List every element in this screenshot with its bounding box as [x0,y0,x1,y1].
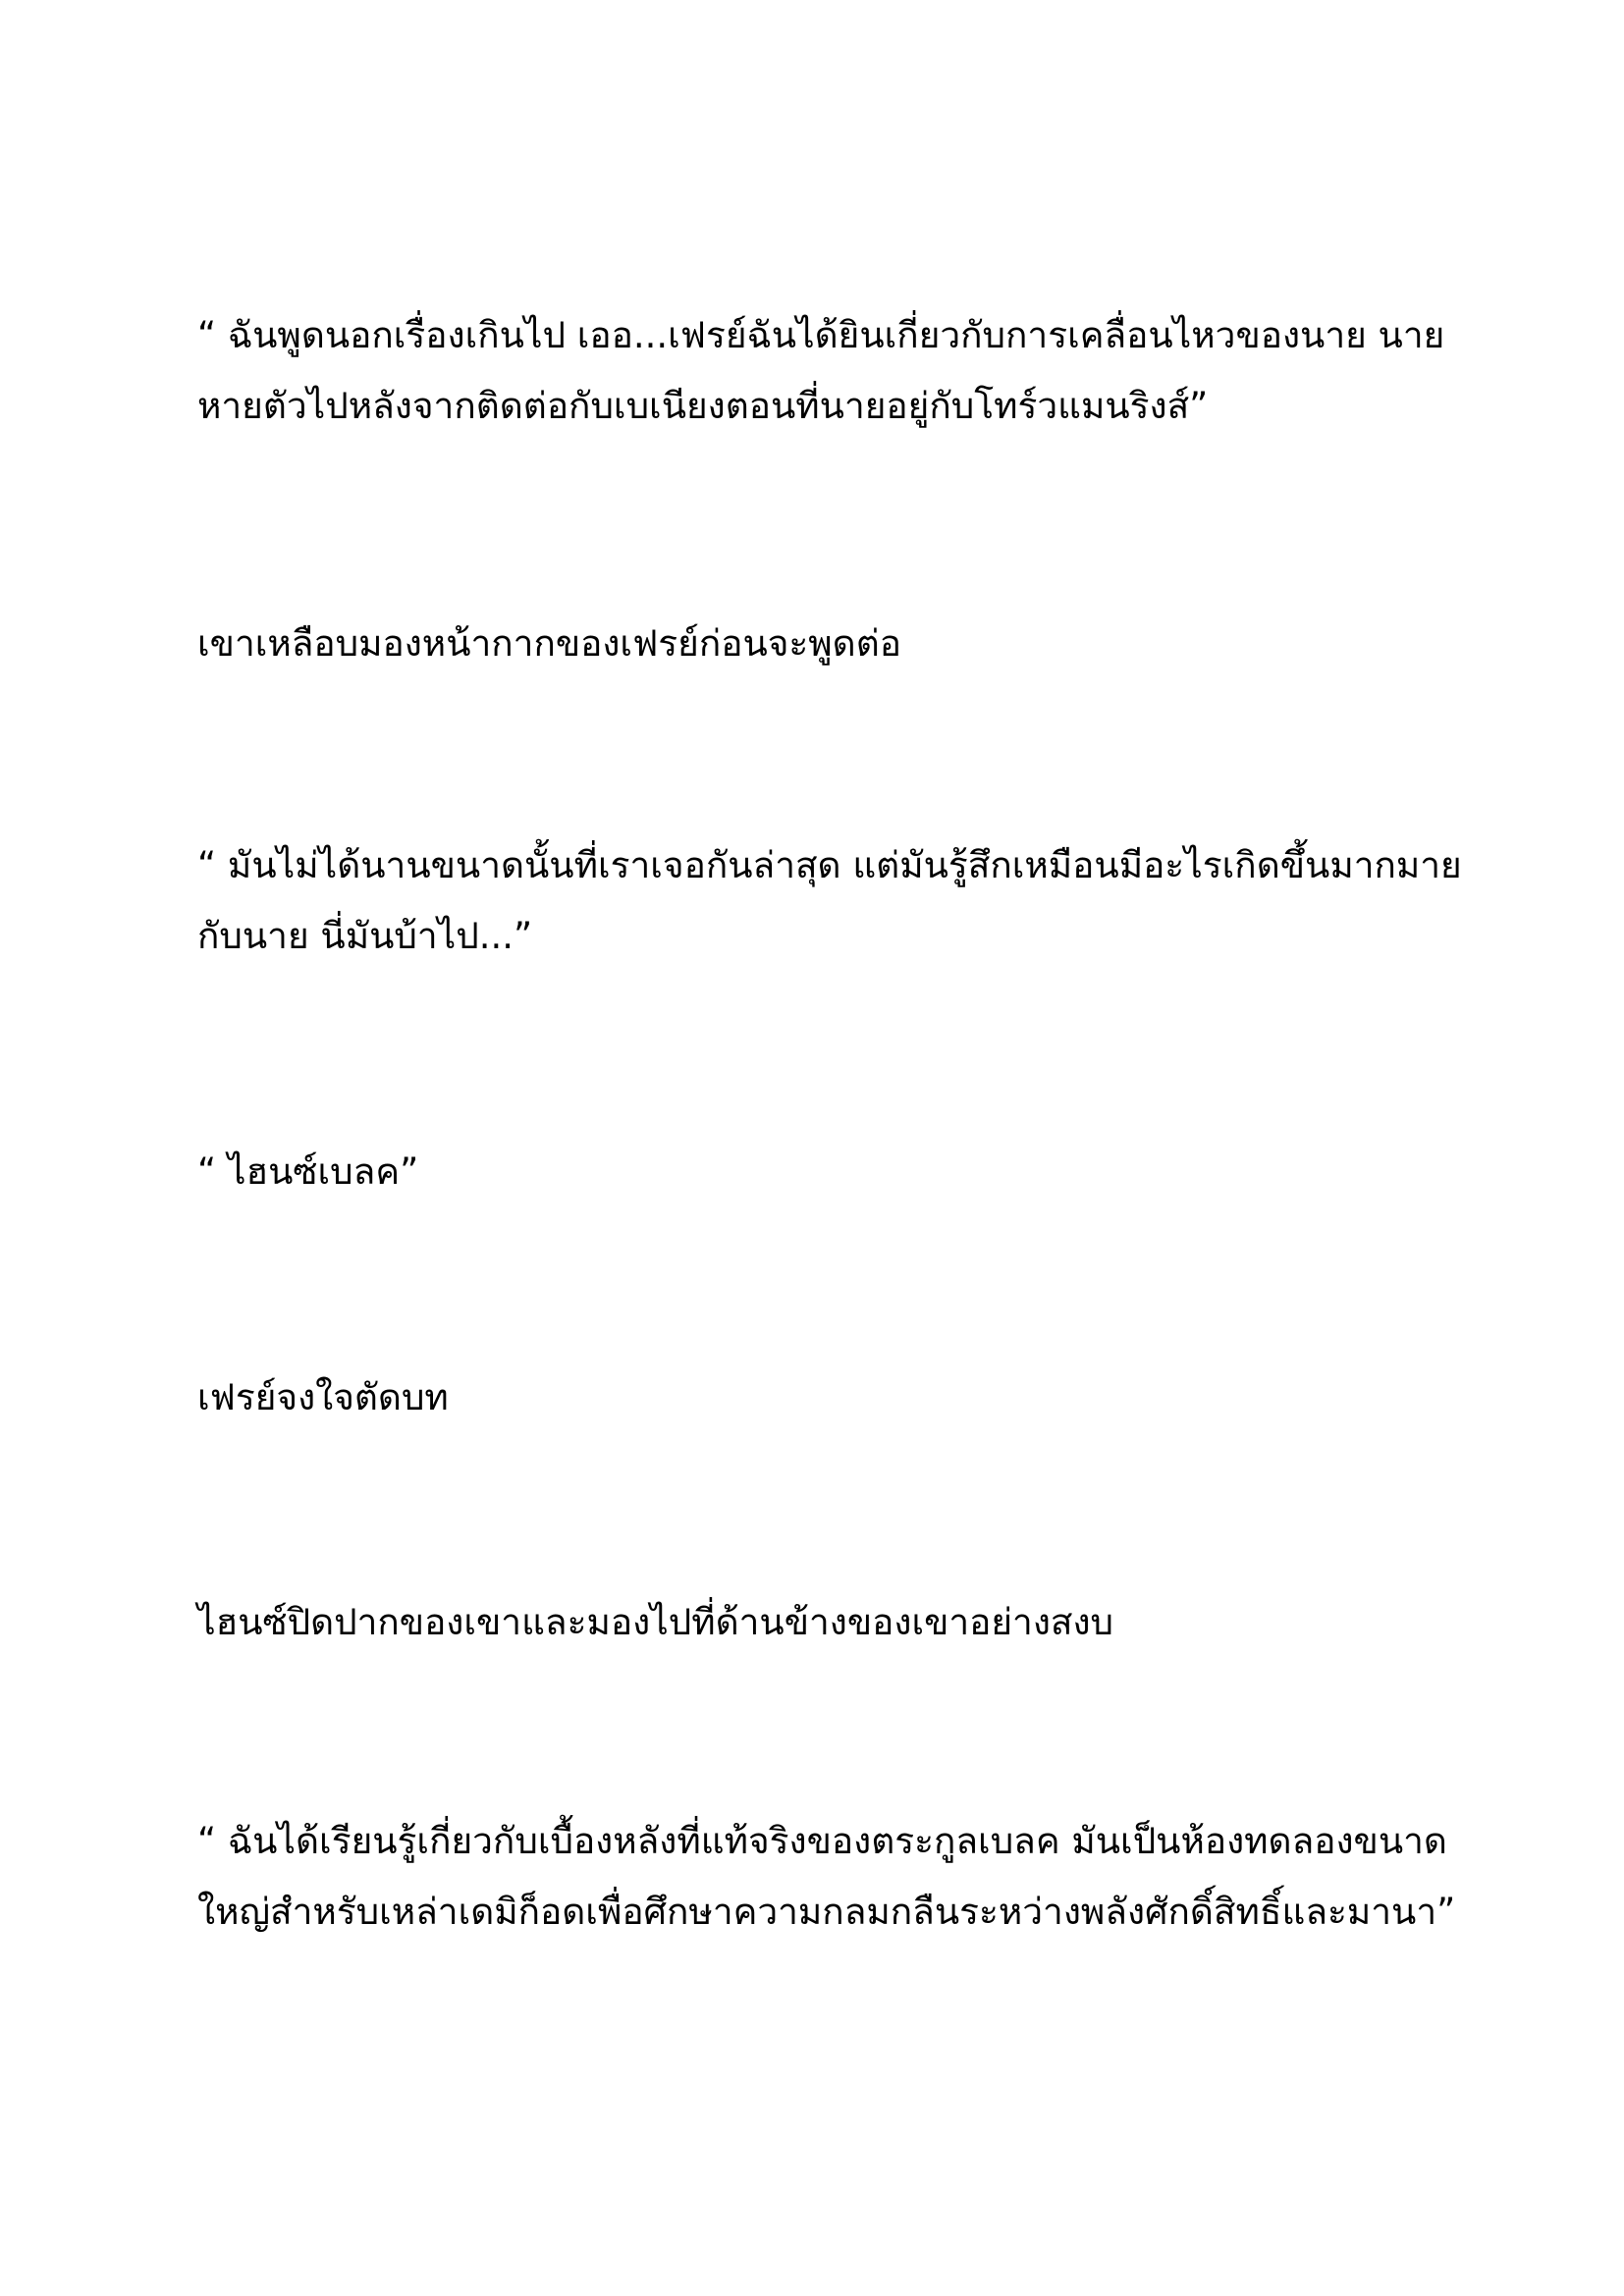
text-line: เฟรย์จงใจตัดบท [197,1376,449,1418]
text-line: หายตัวไปหลังจากติดต่อกับเบเนียงตอนที่นายอยู่กับโทร์วแมนริงส์” [197,385,1209,427]
text-line: ไฮนซ์ปิดปากของเขาและมองไปที่ด้านข้างของเขาอย่างสงบ [197,1601,1114,1643]
text-line: “ ฉันพูดนอกเรื่องเกินไป เออ...เฟรย์ฉันได้ยินเกี่ยวกับการเคลื่อนไหวของนาย นาย [197,314,1445,356]
text-line: “ ฉันได้เรียนรู้เกี่ยวกับเบื้องหลังที่แท้จริงของตระกูลเบลค มันเป็นห้องทดลองขนาด [197,1820,1447,1862]
paragraph-dialogue-4 [197,1806,1474,1948]
text-line: กับนาย นี่มันบ้าไป...” [197,915,533,957]
text-line: เขาเหลือบมองหน้ากากของเฟรย์ก่อนจะพูดต่อ [197,622,901,665]
text-line: “ ไฮนซ์เบลค” [197,1150,419,1193]
text-line: ใหญ่สำหรับเหล่าเดมิก็อดเพื่อศึกษาความกลมกลืนระหว่างพลังศักดิ์สิทธิ์และมานา” [197,1891,1456,1933]
paragraph-narration-2 [197,1362,1474,1433]
paragraph-narration-3 [197,1587,1474,1658]
paragraph-dialogue-3 [197,1137,1474,1207]
text-line: “ มันไม่ได้นานขนาดนั้นที่เราเจอกันล่าสุด แต่มันรู้สึกเหมือนมีอะไรเกิดขึ้นมากมาย [197,844,1462,886]
paragraph-dialogue-2 [197,830,1474,972]
paragraph-narration-1 [197,609,1474,679]
paragraph-dialogue-1 [197,300,1474,442]
